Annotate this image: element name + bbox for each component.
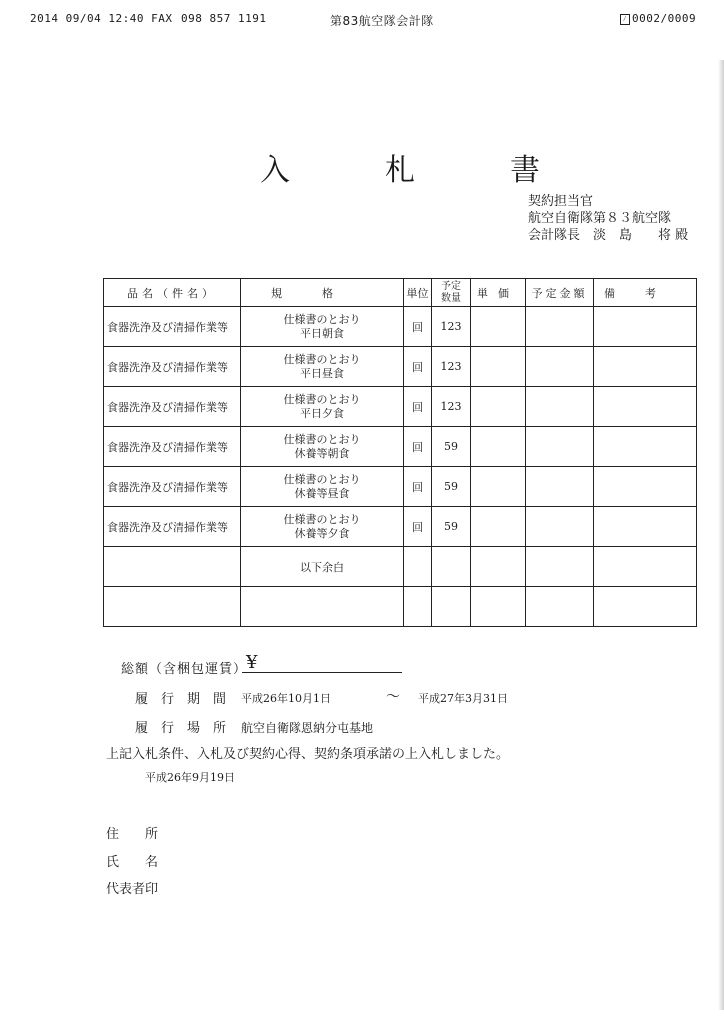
row-planned-amount — [526, 387, 594, 427]
row-unit: 回 — [404, 387, 432, 427]
row-unit — [404, 587, 432, 627]
fax-number: 098 857 1191 — [181, 12, 267, 25]
table-row — [104, 387, 697, 427]
title-char-3: 書 — [510, 153, 540, 188]
period-start: 平成26年10月1日 — [241, 692, 331, 705]
table-row — [104, 307, 697, 347]
row-unit-price — [471, 587, 526, 627]
row-planned-amount — [526, 347, 594, 387]
row-spec — [241, 307, 404, 347]
header-planned-amount: 予定金額 — [526, 279, 594, 307]
title-char-2: 札 — [385, 153, 415, 188]
total-currency: ¥ — [246, 652, 258, 673]
place-value: 航空自衛隊恩納分屯基地 — [241, 721, 374, 735]
row-unit: 回 — [404, 307, 432, 347]
title-char-1: 入 — [260, 153, 290, 188]
addressee-line-3: 会計隊長 淡 島 将 殿 — [528, 228, 689, 243]
header-qty-line1: 予定 — [441, 280, 461, 292]
row-qty — [432, 587, 471, 627]
total-amount-line — [242, 672, 402, 673]
row-unit-price — [471, 307, 526, 347]
row-spec — [241, 347, 404, 387]
row-unit: 回 — [404, 507, 432, 547]
row-planned-amount — [526, 587, 594, 627]
fax-datetime: 2014 09/04 12:40 FAX — [30, 12, 173, 25]
row-spec-line1: 仕様書のとおり — [283, 512, 361, 526]
row-spec-line2: 平日昼食 — [300, 366, 344, 380]
row-qty: 123 — [432, 387, 471, 427]
period-separator: 〜 — [386, 689, 400, 705]
row-remarks — [594, 427, 697, 467]
row-spec — [241, 387, 404, 427]
addressee-line-2: 航空自衛隊第８３航空隊 — [528, 211, 672, 226]
document-title — [260, 145, 540, 189]
row-unit-price — [471, 467, 526, 507]
fax-page-icon: ⁄ — [620, 14, 630, 25]
row-spec-line1: 仕様書のとおり — [283, 392, 361, 406]
period-label: 履 行 期 間 — [135, 692, 227, 707]
row-item — [104, 547, 241, 587]
table-row — [104, 347, 697, 387]
name-label: 氏 名 — [106, 855, 159, 870]
row-unit-price — [471, 347, 526, 387]
row-spec — [241, 427, 404, 467]
row-qty: 123 — [432, 307, 471, 347]
header-qty — [432, 279, 471, 307]
row-spec-line1: 仕様書のとおり — [283, 432, 361, 446]
scan-edge-shadow — [718, 60, 724, 1010]
row-planned-amount — [526, 307, 594, 347]
row-remarks — [594, 587, 697, 627]
row-qty: 123 — [432, 347, 471, 387]
row-remarks — [594, 387, 697, 427]
fax-page — [620, 12, 696, 25]
row-item: 食器洗浄及び清掃作業等 — [104, 427, 241, 467]
row-item: 食器洗浄及び清掃作業等 — [104, 347, 241, 387]
row-spec — [241, 467, 404, 507]
row-spec-line2: 休養等昼食 — [294, 486, 350, 500]
table-row — [104, 507, 697, 547]
row-item: 食器洗浄及び清掃作業等 — [104, 307, 241, 347]
row-spec-line1: 仕様書のとおり — [283, 472, 361, 486]
row-planned-amount — [526, 427, 594, 467]
row-unit: 回 — [404, 467, 432, 507]
row-unit-price — [471, 387, 526, 427]
row-item — [104, 587, 241, 627]
row-spec-line1: 仕様書のとおり — [283, 312, 361, 326]
row-remarks — [594, 547, 697, 587]
header-unit: 単位 — [404, 279, 432, 307]
row-item: 食器洗浄及び清掃作業等 — [104, 387, 241, 427]
header-unit-price: 単価 — [471, 279, 526, 307]
row-spec-line1: 仕様書のとおり — [283, 352, 361, 366]
row-unit: 回 — [404, 347, 432, 387]
row-qty: 59 — [432, 427, 471, 467]
row-spec-line2: 平日夕食 — [300, 406, 344, 420]
total-label: 総額（含梱包運賃） — [121, 662, 248, 677]
row-spec — [241, 507, 404, 547]
row-planned-amount — [526, 507, 594, 547]
row-unit-price — [471, 547, 526, 587]
row-item: 食器洗浄及び清掃作業等 — [104, 467, 241, 507]
row-spec-line2: 平日朝食 — [300, 326, 344, 340]
table-row — [104, 467, 697, 507]
row-qty: 59 — [432, 507, 471, 547]
row-planned-amount — [526, 467, 594, 507]
addressee-line-1: 契約担当官 — [528, 194, 594, 209]
row-item: 食器洗浄及び清掃作業等 — [104, 507, 241, 547]
address-label: 住 所 — [106, 827, 159, 842]
row-remarks — [594, 507, 697, 547]
fax-sender: 第83航空隊会計隊 — [330, 14, 434, 28]
table-row — [104, 547, 697, 587]
row-qty: 59 — [432, 467, 471, 507]
closing-text: 以下余白 — [241, 547, 404, 587]
row-unit-price — [471, 507, 526, 547]
header-spec: 規格 — [241, 279, 404, 307]
fax-page-number: 0002/0009 — [632, 12, 697, 25]
bid-table — [103, 278, 697, 627]
place-label: 履 行 場 所 — [135, 721, 227, 736]
period-end: 平成27年3月31日 — [418, 692, 508, 705]
row-remarks — [594, 307, 697, 347]
row-unit — [404, 547, 432, 587]
header-remarks: 備考 — [594, 279, 697, 307]
table-header-row — [104, 279, 697, 307]
row-remarks — [594, 347, 697, 387]
row-unit-price — [471, 427, 526, 467]
row-spec — [241, 587, 404, 627]
header-item: 品名（件名） — [104, 279, 241, 307]
table-row — [104, 587, 697, 627]
row-remarks — [594, 467, 697, 507]
row-qty — [432, 547, 471, 587]
row-spec-line2: 休養等夕食 — [294, 526, 350, 540]
submission-date: 平成26年9月19日 — [145, 771, 235, 784]
header-qty-line2: 数量 — [441, 292, 461, 304]
row-unit: 回 — [404, 427, 432, 467]
seal-label: 代表者印 — [106, 882, 159, 897]
statement-text: 上記入札条件、入札及び契約心得、契約条項承諾の上入札しました。 — [106, 747, 510, 762]
row-spec-line2: 休養等朝食 — [294, 446, 350, 460]
row-planned-amount — [526, 547, 594, 587]
table-row — [104, 427, 697, 467]
